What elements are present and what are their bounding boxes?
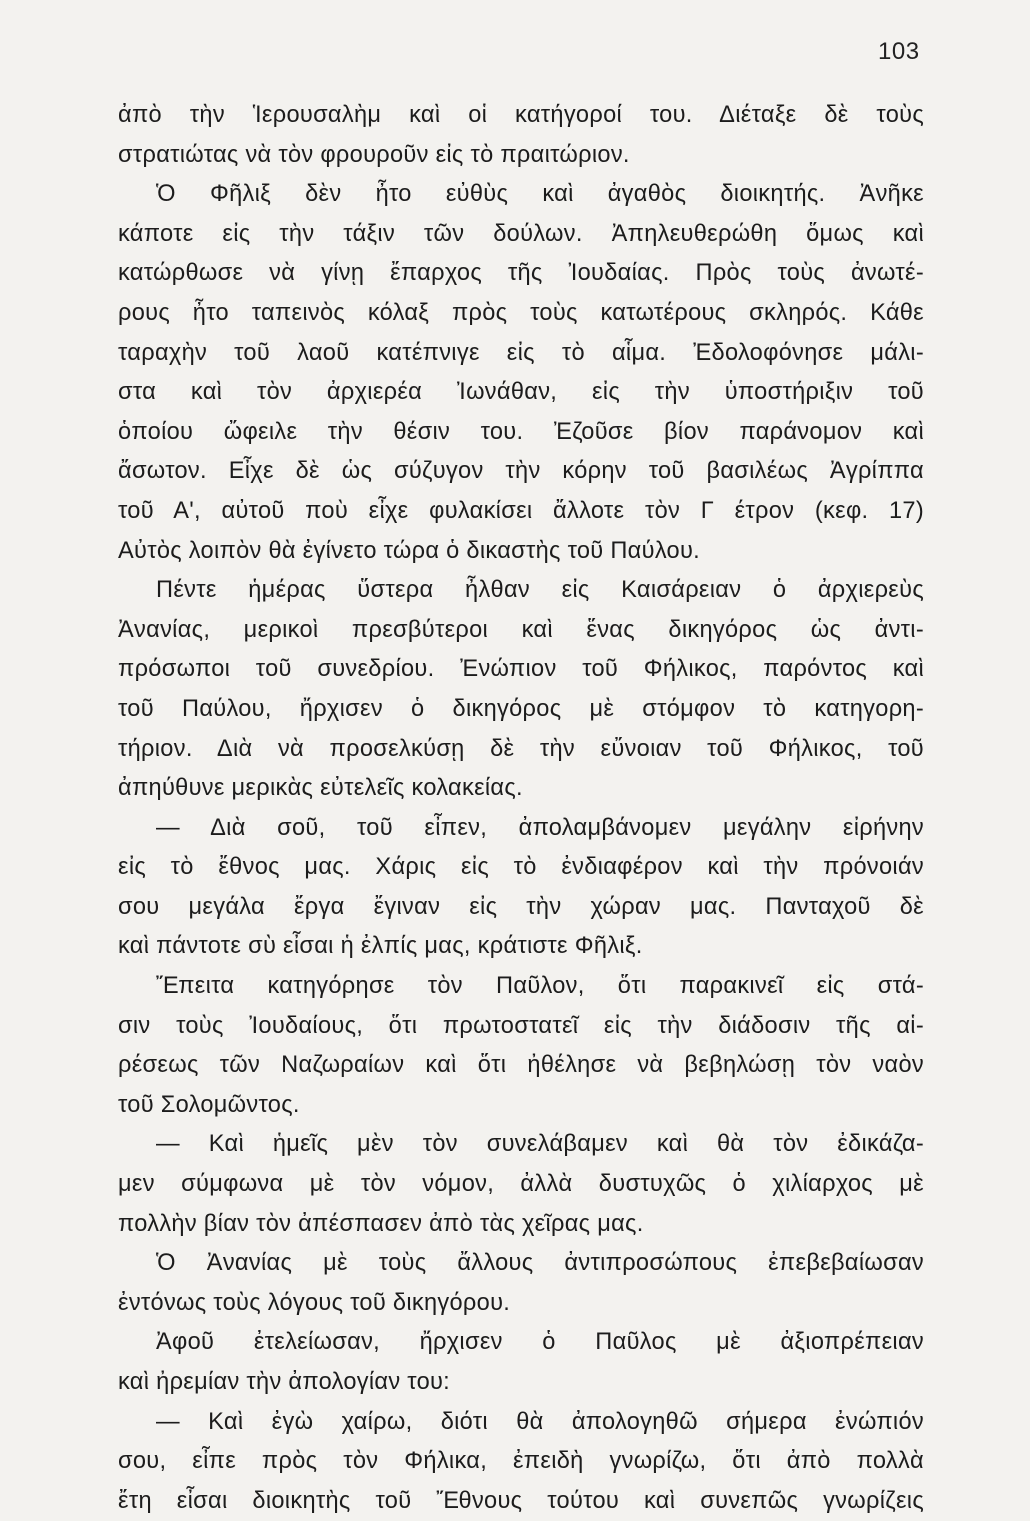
body-text <box>118 96 924 1521</box>
text-line: σου μεγάλα ἔργα ἔγιναν εἰς τὴν χώραν μας. Πανταχοῦ δὲ <box>118 893 924 920</box>
text-line: καὶ ἠρεμίαν τὴν ἀπολογίαν του: <box>118 1369 451 1395</box>
text-line: Ὁ Ἀνανίας μὲ τοὺς ἄλλους ἀντιπροσώπους ἐπεβεβαίωσαν <box>156 1250 924 1277</box>
text-line: ἀπὸ τὴν Ἱερουσαλὴμ καὶ οἱ κατήγοροί του. Διέταξε δὲ τοὺς <box>118 102 924 128</box>
text-line: ὁποίου ὤφειλε τὴν θέσιν του. Ἐζοῦσε βίον παράνομον καὶ <box>118 418 924 445</box>
text-line: πολλὴν βίαν τὸν ἀπέσπασεν ἀπὸ τὰς χεῖρας μας. <box>118 1210 644 1237</box>
text-line: ἄσωτον. Εἶχε δὲ ὡς σύζυγον τὴν κόρην τοῦ βασιλέως Ἀγρίππα <box>118 458 924 485</box>
text-line: — Διὰ σοῦ, τοῦ εἶπεν, ἀπολαμβάνομεν μεγάλην εἰρήνην <box>156 814 924 841</box>
page-number: 103 <box>878 38 920 65</box>
text-line: ἔτη εἶσαι διοικητὴς τοῦ Ἔθνους τούτου καὶ συνεπῶς γνωρίζεις <box>118 1487 924 1514</box>
text-line: ἐντόνως τοὺς λόγους τοῦ δικηγόρου. <box>118 1289 511 1316</box>
text-line: ρέσεως τῶν Ναζωραίων καὶ ὅτι ἠθέλησε νὰ βεβηλώσῃ τὸν ναὸν <box>118 1052 924 1079</box>
text-line: καὶ πάντοτε σὺ εἶσαι ἡ ἐλπίς μας, κράτιστε Φῆλιξ. <box>118 933 643 960</box>
text-line: μεν σύμφωνα μὲ τὸν νόμον, ἀλλὰ δυστυχῶς ὁ χιλίαρχος μὲ <box>118 1171 924 1198</box>
text-line: Ὁ Φῆλιξ δὲν ἦτο εὐθὺς καὶ ἀγαθὸς διοικητής. Ἀνῆκε <box>156 181 924 208</box>
text-line: — Καὶ ἡμεῖς μὲν τὸν συνελάβαμεν καὶ θὰ τὸν ἐδικάζα- <box>156 1131 924 1158</box>
text-line: εἰς τὸ ἔθνος μας. Χάρις εἰς τὸ ἐνδιαφέρον καὶ τὴν πρόνοιάν <box>118 854 924 881</box>
text-line: τοῦ Α', αὐτοῦ ποὺ εἶχε φυλακίσει ἄλλοτε τὸν Γ έτρον (κεφ. 17) <box>118 497 924 524</box>
text-line: σιν τοὺς Ἰουδαίους, ὅτι πρωτοστατεῖ εἰς τὴν διάδοσιν τῆς αἱ- <box>118 1012 924 1039</box>
text-line: ἀπηύθυνε μερικὰς εὐτελεῖς κολακείας. <box>118 775 523 802</box>
text-line: κατώρθωσε νὰ γίνῃ ἔπαρχος τῆς Ἰουδαίας. Πρὸς τοὺς ἀνωτέ- <box>118 260 924 287</box>
text-line: στρατιώτας νὰ τὸν φρουροῦν εἰς τὸ πραιτώριον. <box>118 141 630 168</box>
text-line: τοῦ Παύλου, ἤρχισεν ὁ δικηγόρος μὲ στόμφον τὸ κατηγορη- <box>118 695 924 722</box>
text-line: σου, εἶπε πρὸς τὸν Φήλικα, ἐπειδὴ γνωρίζω, ὅτι ἀπὸ πολλὰ <box>118 1448 924 1475</box>
text-line: τοῦ Σολομῶντος. <box>118 1091 300 1118</box>
text-line: Ἔπειτα κατηγόρησε τὸν Παῦλον, ὅτι παρακινεῖ εἰς στά- <box>156 973 924 1000</box>
text-line: Ἀνανίας, μερικοὶ πρεσβύτεροι καὶ ἕνας δικηγόρος ὡς ἀντι- <box>118 616 924 643</box>
text-line: — Καὶ ἐγὼ χαίρω, διότι θὰ ἀπολογηθῶ σήμερα ἐνώπιόν <box>156 1408 924 1435</box>
text-line: τήριον. Διὰ νὰ προσελκύσῃ δὲ τὴν εὔνοιαν τοῦ Φήλικος, τοῦ <box>118 735 924 762</box>
text-line: ρους ἦτο ταπεινὸς κόλαξ πρὸς τοὺς κατωτέρους σκληρός. Κάθε <box>118 299 924 326</box>
text-line: πρόσωποι τοῦ συνεδρίου. Ἐνώπιον τοῦ Φήλικος, παρόντος καὶ <box>118 656 924 683</box>
text-line: στα καὶ τὸν ἀρχιερέα Ἰωνάθαν, εἰς τὴν ὑποστήριξιν τοῦ <box>118 379 924 406</box>
text-line: κάποτε εἰς τὴν τάξιν τῶν δούλων. Ἀπηλευθερώθη ὅμως καὶ <box>118 220 924 247</box>
text-line: Πέντε ἡμέρας ὕστερα ἦλθαν εἰς Καισάρειαν ὁ ἀρχιερεὺς <box>156 577 924 604</box>
text-line: Ἀφοῦ ἐτελείωσαν, ἤρχισεν ὁ Παῦλος μὲ ἀξιοπρέπειαν <box>156 1329 924 1356</box>
text-line: Αὐτὸς λοιπὸν θὰ ἐγίνετο τώρα ὁ δικαστὴς τοῦ Παύλου. <box>118 537 701 564</box>
text-line: ταραχὴν τοῦ λαοῦ κατέπνιγε εἰς τὸ αἷμα. Ἐδολοφόνησε μάλι- <box>118 339 924 366</box>
